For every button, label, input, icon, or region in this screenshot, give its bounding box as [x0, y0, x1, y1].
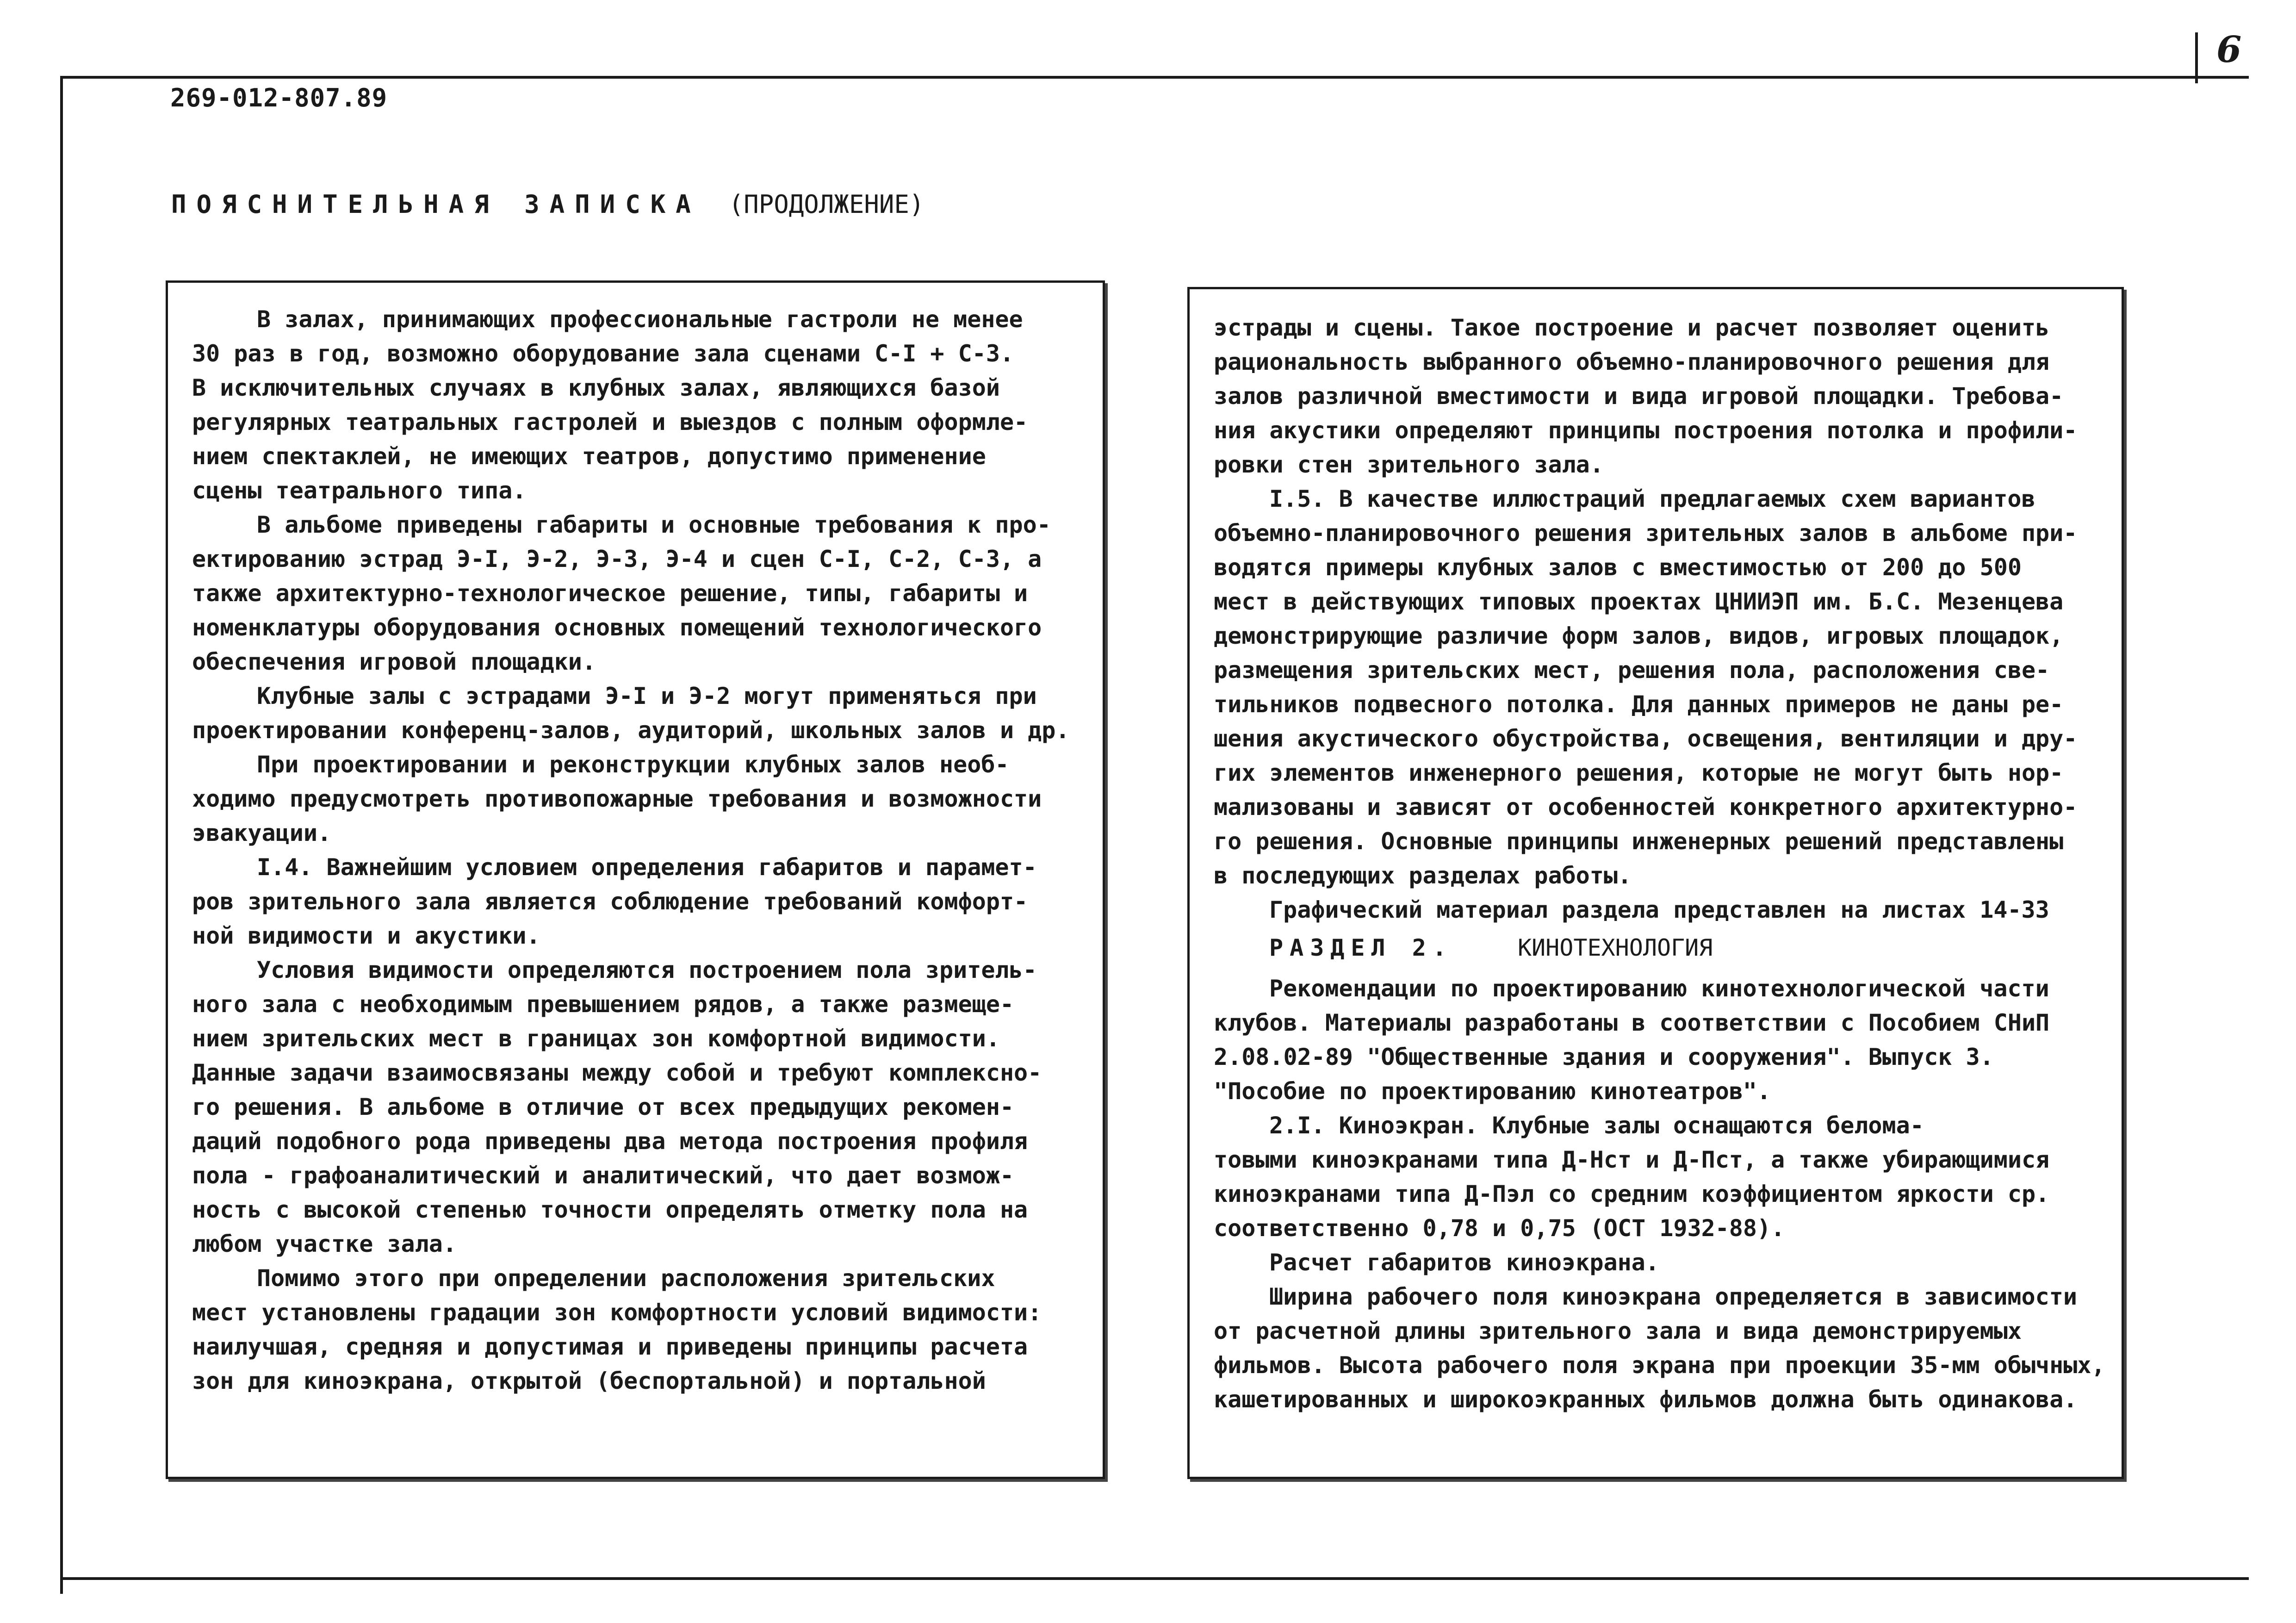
text-line: 2.08.02-89 "Общественные здания и сооружения". Выпуск 3. [1214, 1044, 1994, 1070]
heading-note: (ПРОДОЛЖЕНИЕ) [728, 190, 925, 219]
text-line: В залах, принимающих профессиональные гастроли не менее [257, 306, 1023, 333]
text-line: водятся примеры клубных залов с вместимостью от 200 до 500 [1214, 554, 2022, 581]
text-line: В альбоме приведены габариты и основные требования к про- [257, 511, 1051, 538]
text-line: 2.I. Киноэкран. Клубные залы оснащаются беломa- [1269, 1112, 1924, 1139]
text-line: эстрады и сцены. Такое построение и расчет позволяет оценить [1214, 314, 2050, 341]
text-line: в последующих разделах работы. [1214, 862, 1632, 889]
text-line: товыми киноэкранами типа Д-Нст и Д-Пст, а также убирающимися [1214, 1146, 2050, 1173]
text-line: пола - графоаналитический и аналитический, что дает возмож- [192, 1162, 1014, 1189]
text-line: кашетированных и широкоэкранных фильмов должна быть одинакова. [1214, 1386, 2078, 1413]
text-line: нием спектаклей, не имеющих театров, допустимо применение [192, 443, 986, 470]
text-line: ектированию эстрад Э-I, Э-2, Э-3, Э-4 и сцен С-I, С-2, С-3, а [192, 546, 1042, 572]
section-heading [1269, 931, 1713, 965]
text-line: I.5. В качестве иллюстраций предлагаемых схем вариантов [1269, 485, 2035, 512]
section-subtitle: КИНОТЕХНОЛОГИЯ [1517, 934, 1713, 961]
heading-title: ПОЯСНИТЕЛЬНАЯ ЗАПИСКА [171, 190, 701, 219]
text-line: I.4. Важнейшим условием определения габаритов и парамет- [257, 854, 1037, 881]
text-line: ность с высокой степенью точности определять отметку пола на [192, 1196, 1028, 1223]
text-line: киноэкранами типа Д-Пэл со средним коэффициентом яркости ср. [1214, 1181, 2050, 1207]
text-line: мализованы и зависят от особенностей конкретного архитектурно- [1214, 794, 2078, 821]
text-line: нием зрительских мест в границах зон комфортной видимости. [192, 1025, 1000, 1052]
text-line: шения акустического обустройства, освещения, вентиляции и дру- [1214, 725, 2078, 752]
text-line: ходимо предусмотреть противопожарные требования и возможности [192, 785, 1042, 812]
text-line: номенклатуры оборудования основных помещений технологического [192, 614, 1042, 641]
text-line: гих элементов инженерного решения, которые не могут быть нор- [1214, 759, 2064, 786]
text-line: го решения. Основные принципы инженерных решений представлены [1214, 828, 2064, 855]
text-line: размещения зрительских мест, решения пола, расположения све- [1214, 657, 2050, 684]
right-text-column [1187, 287, 2124, 1479]
sheet-frame-bottom-border [60, 1577, 2249, 1580]
text-line: клубов. Материалы разработаны в соответствии с Пособием СНиП [1214, 1009, 2050, 1036]
text-line: регулярных театральных гастролей и выездов с полным оформле- [192, 409, 1028, 435]
text-line: Графический материал раздела представлен на листах 14-33 [1269, 896, 2049, 923]
text-line: Помимо этого при определении расположения зрительских [257, 1265, 995, 1292]
text-line: Рекомендации по проектированию кинотехнологической части [1269, 975, 2049, 1002]
text-line: объемно-планировочного решения зрительных залов в альбоме при- [1214, 520, 2078, 547]
text-line: 30 раз в год, возможно оборудование зала сценами С-I + С-3. [192, 340, 1014, 367]
text-line: Ширина рабочего поля киноэкрана определяется в зависимости [1269, 1283, 2077, 1310]
page-number: 6 [2216, 29, 2242, 71]
text-line: фильмов. Высота рабочего поля экрана при проекции 35-мм обычных, [1214, 1352, 2105, 1379]
text-line: Условия видимости определяются построением пола зритель- [257, 957, 1037, 983]
text-line: наилучшая, средняя и допустимая и приведены принципы расчета [192, 1333, 1028, 1360]
document-code: 269-012-807.89 [170, 83, 388, 112]
text-line: рациональность выбранного объемно-планировочного решения для [1214, 348, 2050, 375]
text-line: зон для киноэкрана, открытой (беспортальной) и портальной [192, 1368, 986, 1394]
text-line: ров зрительного зала является соблюдение требований комфорт- [192, 888, 1028, 915]
text-line: мест в действующих типовых проектах ЦНИИЭП им. Б.С. Мезенцева [1214, 588, 2064, 615]
text-line: любом участке зала. [192, 1231, 457, 1257]
text-line: соответственно 0,78 и 0,75 (ОСТ 1932-88). [1214, 1215, 1785, 1242]
text-line: проектировании конференц-залов, аудиторий, школьных залов и др. [192, 717, 1070, 744]
text-line: сцены театрального типа. [192, 477, 527, 504]
text-line: Данные задачи взаимосвязаны между собой и требуют комплексно- [192, 1059, 1042, 1086]
text-line: ной видимости и акустики. [192, 922, 540, 949]
text-line: При проектировании и реконструкции клубных залов необ- [257, 751, 1009, 778]
text-line: обеспечения игровой площадки. [192, 648, 596, 675]
text-line: В исключительных случаях в клубных залах, являющихся базой [192, 374, 1000, 401]
text-line: также архитектурно-технологическое решение, типы, габариты и [192, 580, 1028, 607]
text-line: даций подобного рода приведены два метода построения профиля [192, 1128, 1028, 1155]
document-heading [171, 190, 924, 219]
text-line: го решения. В альбоме в отличие от всех предыдущих рекомен- [192, 1094, 1014, 1120]
section-number: РАЗДЕЛ 2. [1269, 934, 1453, 961]
text-line: ния акустики определяют принципы построения потолка и профили- [1214, 417, 2078, 444]
sheet-frame-top-border [60, 76, 2249, 79]
text-line: мест установлены градации зон комфортности условий видимости: [192, 1299, 1042, 1326]
text-line: "Пособие по проектированию кинотеатров". [1214, 1078, 1771, 1105]
page-number-divider [2195, 32, 2198, 83]
text-line: ровки стен зрительного зала. [1214, 451, 1604, 478]
text-line: ного зала с необходимым превышением рядов, а также размеще- [192, 991, 1014, 1018]
text-line: тильников подвесного потолка. Для данных примеров не даны ре- [1214, 691, 2064, 718]
text-line: залов различной вместимости и вида игровой площадки. Требова- [1214, 383, 2064, 410]
text-line: Расчет габаритов киноэкрана. [1269, 1249, 1659, 1276]
left-text-column [166, 280, 1105, 1479]
text-line: демонстрирующие различие форм залов, видов, игровых площадок, [1214, 622, 2064, 649]
text-line: эвакуации. [192, 820, 332, 846]
text-line: Клубные залы с эстрадами Э-I и Э-2 могут применяться при [257, 683, 1037, 709]
text-line: от расчетной длины зрительного зала и вида демонстрируемых [1214, 1318, 2022, 1344]
sheet-frame-left-border [60, 76, 63, 1594]
